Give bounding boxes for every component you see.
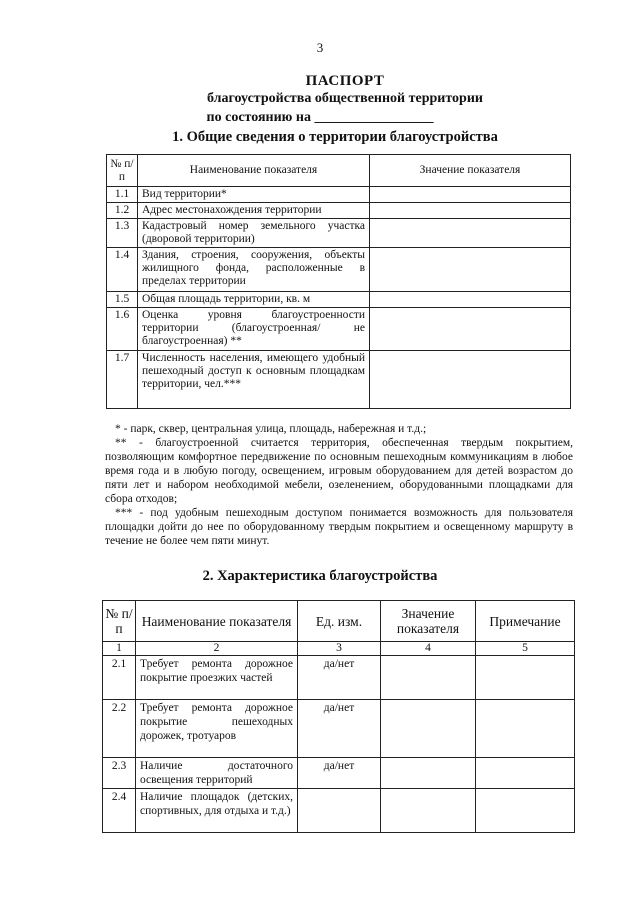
column-header-value: Значение показателя [370, 155, 571, 187]
column-header-value: Значение показателя [381, 601, 476, 642]
row-number: 1.1 [107, 187, 138, 203]
table-row [107, 187, 571, 203]
row-value-cell[interactable] [370, 248, 571, 292]
table-row [107, 203, 571, 219]
row-number: 1.2 [107, 203, 138, 219]
table-row [107, 351, 571, 409]
table-row [103, 700, 575, 758]
row-value-cell[interactable] [381, 656, 476, 700]
column-numbers-row [103, 642, 575, 656]
document-title: ПАСПОРТ [305, 73, 385, 89]
column-number: 1 [103, 642, 136, 656]
section2-title: 2. Характеристика благоустройства [202, 568, 438, 584]
row-label: Оценка уровня благоустроенности территории (благоустроенная/ не благоустроенная) ** [138, 308, 370, 351]
column-number: 4 [381, 642, 476, 656]
column-header-name: Наименование показателя [138, 155, 370, 187]
row-value-cell[interactable] [381, 789, 476, 833]
row-unit: да/нет [298, 758, 381, 789]
row-label: Требует ремонта дорожное покрытие пешеходных дорожек, тротуаров [136, 700, 298, 758]
column-header-number: № п/п [107, 155, 138, 187]
row-number: 1.4 [107, 248, 138, 292]
table-row [107, 248, 571, 292]
row-unit [298, 789, 381, 833]
row-label: Здания, строения, сооружения, объекты жилищного фонда, расположенные в пределах территории [138, 248, 370, 292]
column-header-note: Примечание [476, 601, 575, 642]
row-number: 2.2 [103, 700, 136, 758]
row-label: Кадастровый номер земельного участка (дворовой территории) [138, 219, 370, 248]
row-number: 1.5 [107, 292, 138, 308]
row-value-cell[interactable] [370, 203, 571, 219]
row-value-cell[interactable] [370, 292, 571, 308]
row-label: Требует ремонта дорожное покрытие проезжих частей [136, 656, 298, 700]
row-label: Общая площадь территории, кв. м [138, 292, 370, 308]
row-note-cell[interactable] [476, 700, 575, 758]
column-header-number: № п/п [103, 601, 136, 642]
row-number: 1.3 [107, 219, 138, 248]
column-header-name: Наименование показателя [136, 601, 298, 642]
row-value-cell[interactable] [370, 187, 571, 203]
row-number: 1.6 [107, 308, 138, 351]
row-value-cell[interactable] [381, 700, 476, 758]
row-value-cell[interactable] [370, 351, 571, 409]
column-number: 5 [476, 642, 575, 656]
general-info-table [106, 154, 571, 409]
as-of-date-line: по состоянию на _________________ [206, 110, 434, 125]
row-value-cell[interactable] [370, 308, 571, 351]
footnote-3: *** - под удобным пешеходным доступом понимается возможность для пользователя площадки дойти до нее по оборудованному твердым покрытием и освещенному маршруту в течение не более чем пяти минут. [105, 507, 573, 547]
row-number: 1.7 [107, 351, 138, 409]
row-label: Численность населения, имеющего удобный пешеходный доступ к основным площадкам территории, чел.*** [138, 351, 370, 409]
row-label: Наличие площадок (детских, спортивных, для отдыха и т.д.) [136, 789, 298, 833]
column-number: 2 [136, 642, 298, 656]
row-note-cell[interactable] [476, 789, 575, 833]
table-row [107, 292, 571, 308]
page-number: 3 [316, 40, 324, 55]
column-header-unit: Ед. изм. [298, 601, 381, 642]
footnote-2: ** - благоустроенной считается территория, обеспеченная твердым покрытием, позволяющим комфортное передвижение по основным пешеходным коммуникациям в любое время года и в любую погоду, освещением, игровым оборудованием для детей возрастом до пяти лет и набором необходимой мебели, озеленением, оборудованными площадками для сбора отходов; [105, 437, 573, 505]
row-value-cell[interactable] [381, 758, 476, 789]
footnote-1: * - парк, сквер, центральная улица, площадь, набережная и т.д.; [115, 423, 427, 435]
column-number: 3 [298, 642, 381, 656]
row-number: 2.1 [103, 656, 136, 700]
row-value-cell[interactable] [370, 219, 571, 248]
table-row [103, 758, 575, 789]
row-note-cell[interactable] [476, 758, 575, 789]
table-header-row [103, 601, 575, 642]
table-row [103, 656, 575, 700]
row-number: 2.4 [103, 789, 136, 833]
improvement-characteristics-table [102, 600, 575, 833]
table-header-row [107, 155, 571, 187]
table-row [107, 219, 571, 248]
section1-title: 1. Общие сведения о территории благоустройства [172, 129, 498, 145]
table-row [103, 789, 575, 833]
row-label: Адрес местонахождения территории [138, 203, 370, 219]
row-note-cell[interactable] [476, 656, 575, 700]
row-unit: да/нет [298, 700, 381, 758]
row-number: 2.3 [103, 758, 136, 789]
document-subtitle: благоустройства общественной территории [207, 91, 483, 106]
footnotes [105, 422, 573, 548]
row-unit: да/нет [298, 656, 381, 700]
row-label: Вид территории* [138, 187, 370, 203]
table-row [107, 308, 571, 351]
row-label: Наличие достаточного освещения территорий [136, 758, 298, 789]
